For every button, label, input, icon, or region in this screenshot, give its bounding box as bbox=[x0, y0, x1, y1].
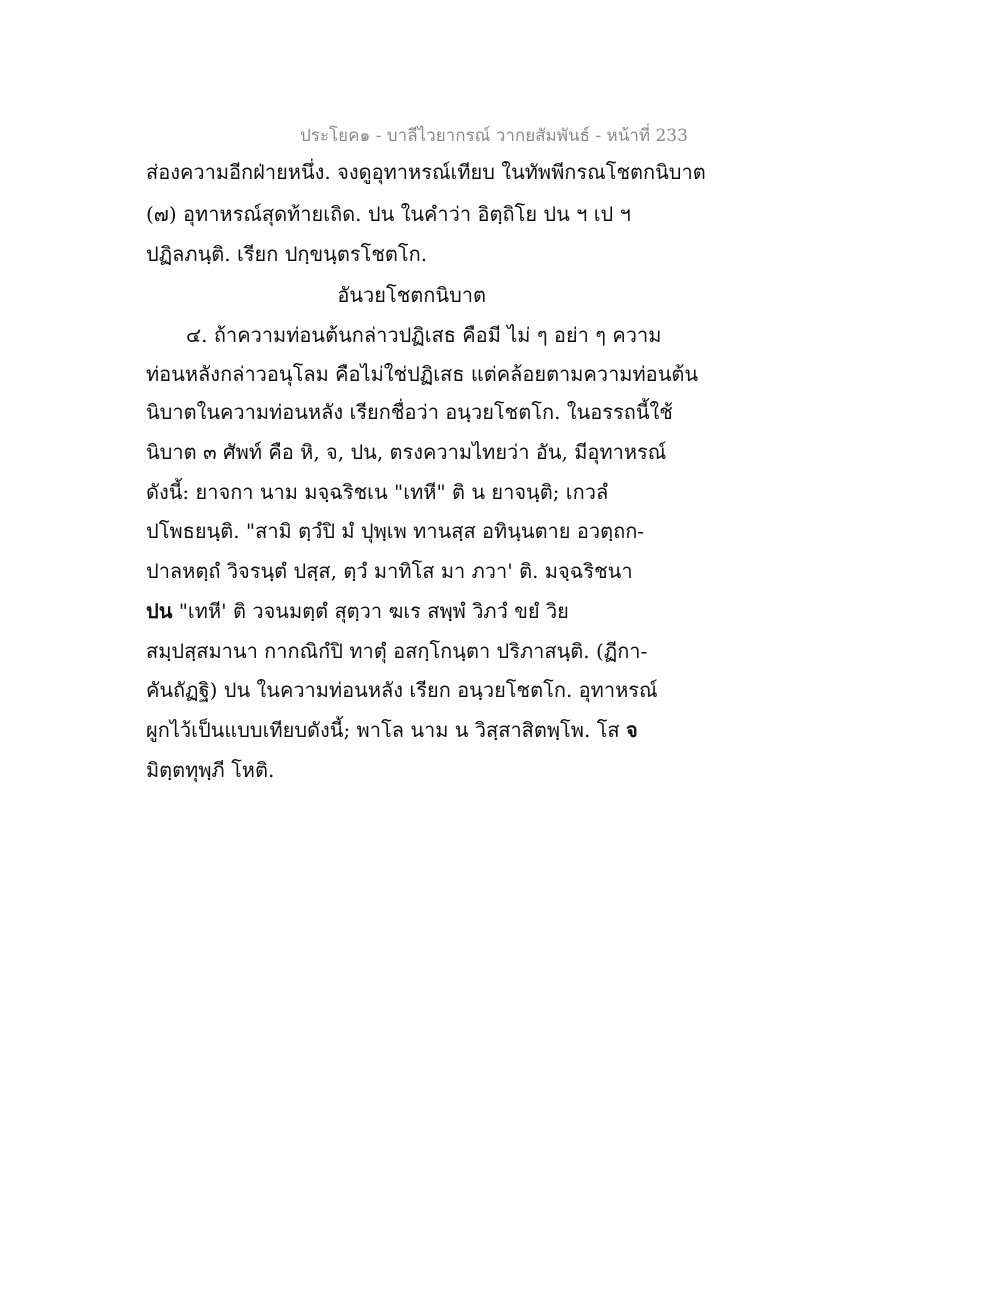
text-line: ดังนี้: ยาจกา นาม มจฺฉริชเน "เทหี" ติ น ยาจนฺติ; เกวลํ bbox=[146, 480, 609, 504]
text-line: สมฺปสฺสมานา กากณิกํปิ ทาตุํ อสกฺโกนฺตา ปริภาสนฺติ. (ฏีกา- bbox=[146, 639, 648, 663]
bold-word: จ bbox=[626, 718, 638, 742]
text-line: (๗) อุทาหรณ์สุดท้ายเถิด. ปน ในคำว่า อิตฺถิโย ปน ฯ เป ฯ bbox=[146, 202, 631, 226]
text-segment: "เทหี' ติ วจนมตฺตํ สุตฺวา ฆเร สพฺพํ วิภวํ ขยํ วิย bbox=[172, 599, 569, 623]
text-line: คันถัฏฐิ) ปน ในความท่อนหลัง เรียก อนฺวยโชตโก. อุทาหรณ์ bbox=[146, 678, 658, 702]
text-line: นิบาต ๓ ศัพท์ คือ หิ, จ, ปน, ตรงความไทยว่า อัน, มีอุทาหรณ์ bbox=[146, 440, 667, 464]
text-line bbox=[146, 597, 569, 625]
section-heading: อันวยโชตกนิบาต bbox=[337, 283, 486, 307]
text-line: นิบาตในความท่อนหลัง เรียกชื่อว่า อนฺวยโชตโก. ในอรรถนี้ใช้ bbox=[146, 400, 673, 424]
text-segment: ผูกไว้เป็นแบบเทียบดังนี้; พาโล นาม น วิสฺสาสิตพฺโพ. โส bbox=[146, 718, 626, 742]
text-line: ปาลหตฺถํ วิจรนฺตํ ปสฺส, ตฺวํ มาทิโส มา ภวา' ติ. มจฺฉริชนา bbox=[146, 559, 633, 583]
text-line: ส่องความอีกฝ่ายหนึ่ง. จงดูอุทาหรณ์เทียบ ในทัพพีกรณโชตกนิบาต bbox=[146, 160, 706, 184]
running-header: ประโยค๑ - บาลีไวยากรณ์ วากยสัมพันธ์ - หน้าที่ 233 bbox=[300, 126, 688, 146]
text-line: ปโพธยนฺติ. "สามิ ตฺวํปิ มํ ปุพฺเพ ทานสฺส อทินฺนตาย อวตฺถก- bbox=[146, 519, 645, 543]
text-line: ปฏิลภนฺติ. เรียก ปกฺขนฺตรโชตโก. bbox=[146, 242, 428, 266]
text-line: ท่อนหลังกล่าวอนุโลม คือไม่ใช่ปฏิเสธ แต่คล้อยตามความท่อนต้น bbox=[146, 362, 699, 386]
bold-word: ปน bbox=[146, 599, 173, 623]
text-line: ๔. ถ้าความท่อนต้นกล่าวปฏิเสธ คือมี ไม่ ๆ อย่า ๆ ความ bbox=[186, 323, 662, 347]
text-line bbox=[146, 716, 638, 744]
text-line: มิตฺตทุพฺภี โหติ. bbox=[146, 758, 275, 782]
